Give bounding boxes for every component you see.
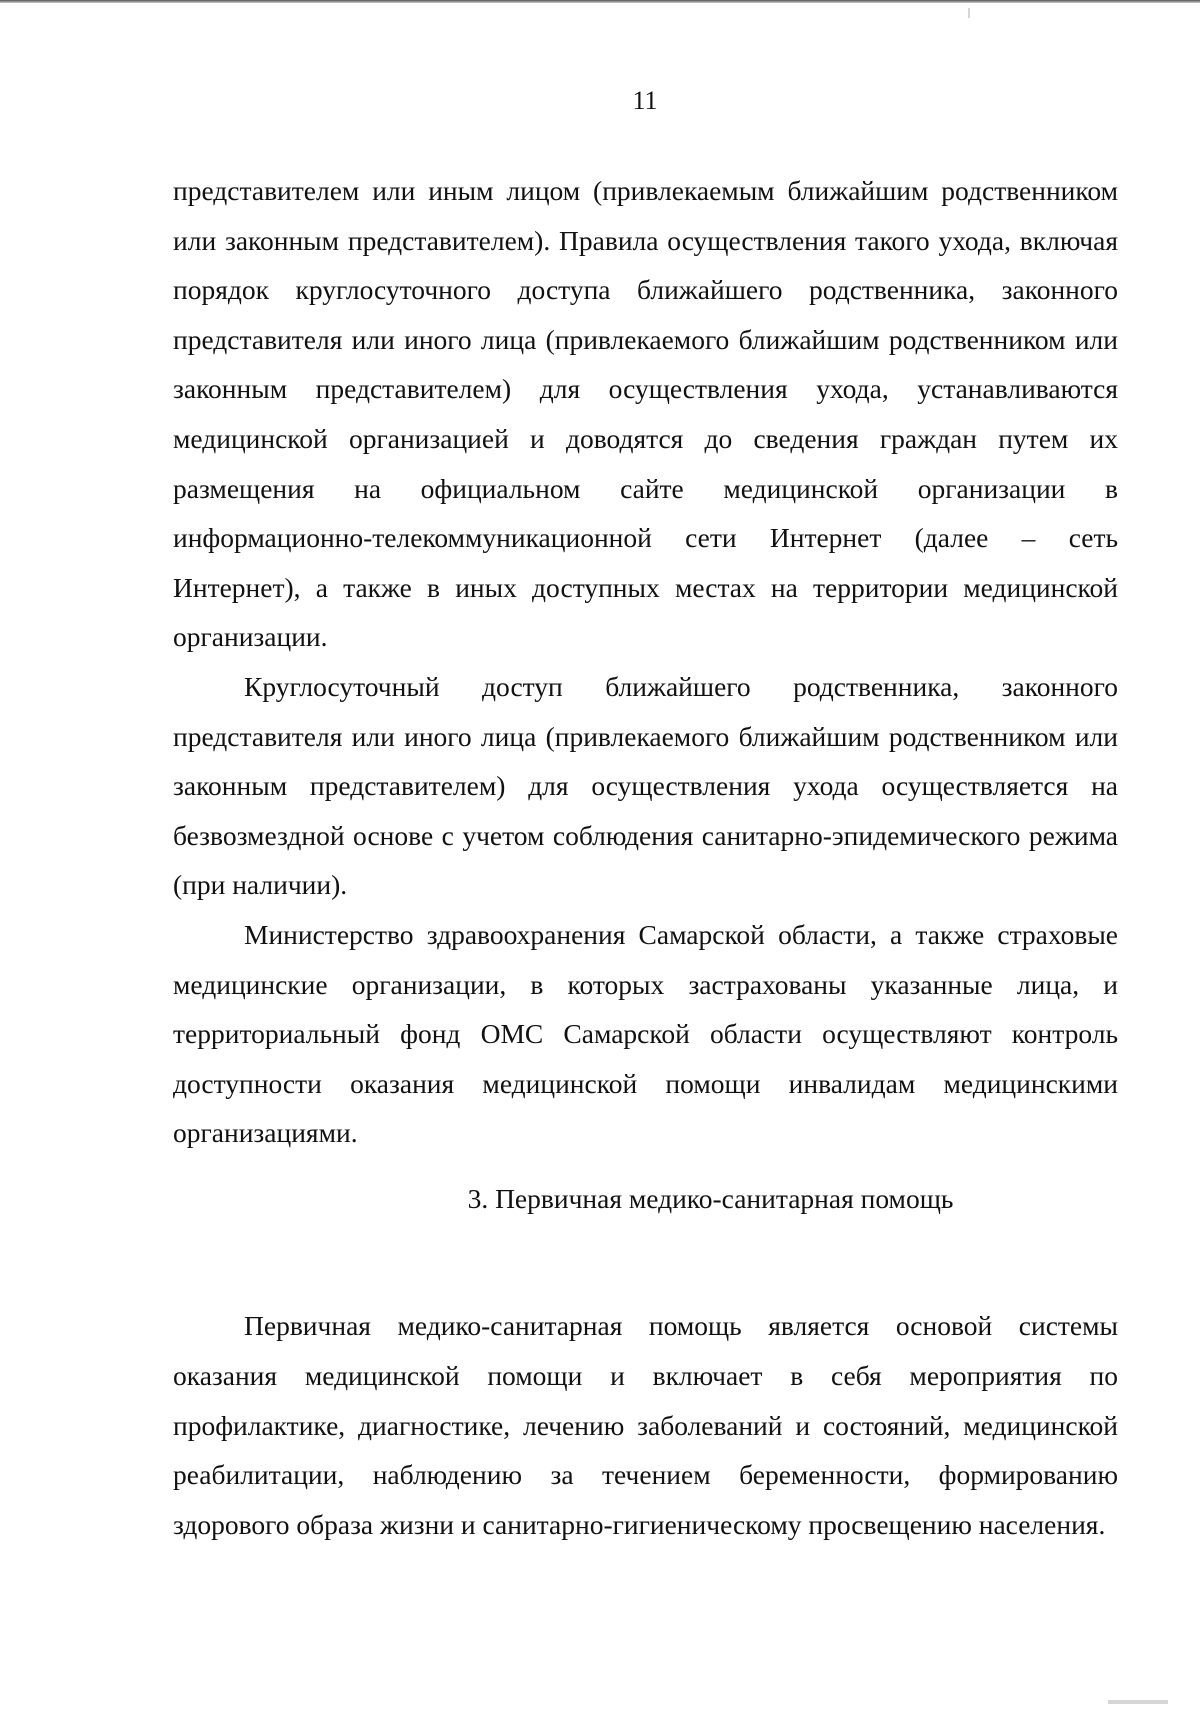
paragraph-continued: представителем или иным лицом (привлекаемым ближайшим родственником или законным представителем). Правила осуществления такого ухода, включая порядок круглосуточного доступа ближайшего родственника, законного представителя или иного лица (привлекаемого ближайшим родственником или законным представителем) для осуществления ухода, устанавливаются медицинской организацией и доводятся до сведения граждан путем их размещения на официальном сайте медицинской организации в информационно-телекоммуникационной сети Интернет (далее – сеть Интернет), а также в иных доступных местах на территории медицинской организации. xyxy=(173,175,1118,653)
scan-top-edge xyxy=(0,0,1200,3)
document-body xyxy=(173,166,1118,1549)
scan-speck xyxy=(1108,1700,1168,1704)
paragraph-round-the-clock-access: Круглосуточный доступ ближайшего родственника, законного представителя или иного лица (привлекаемого ближайшим родственником или законным представителем) для осуществления ухода осуществляется на безвозмездной основе с учетом соблюдения санитарно-эпидемического режима (при наличии). xyxy=(173,670,1118,901)
paragraph-primary-care: Первичная медико-санитарная помощь является основой системы оказания медицинской помощи и включает в себя мероприятия по профилактике, диагностике, лечению заболеваний и состояний, медицинской реабилитации, наблюдению за течением беременности, формированию здорового образа жизни и санитарно-гигиеническому просвещению населения. xyxy=(173,1310,1118,1540)
page-number: 11 xyxy=(632,86,658,115)
paragraph-ministry-control: Министерство здравоохранения Самарской области, а также страховые медицинские организации, в которых застрахованы указанные лица, и территориальный фонд ОМС Самарской области осуществляют контроль доступности оказания медицинской помощи инвалидам медицинскими организациями. xyxy=(173,918,1118,1149)
scan-speck xyxy=(968,8,970,18)
section-heading: 3. Первичная медико-санитарная помощь xyxy=(467,1182,954,1214)
